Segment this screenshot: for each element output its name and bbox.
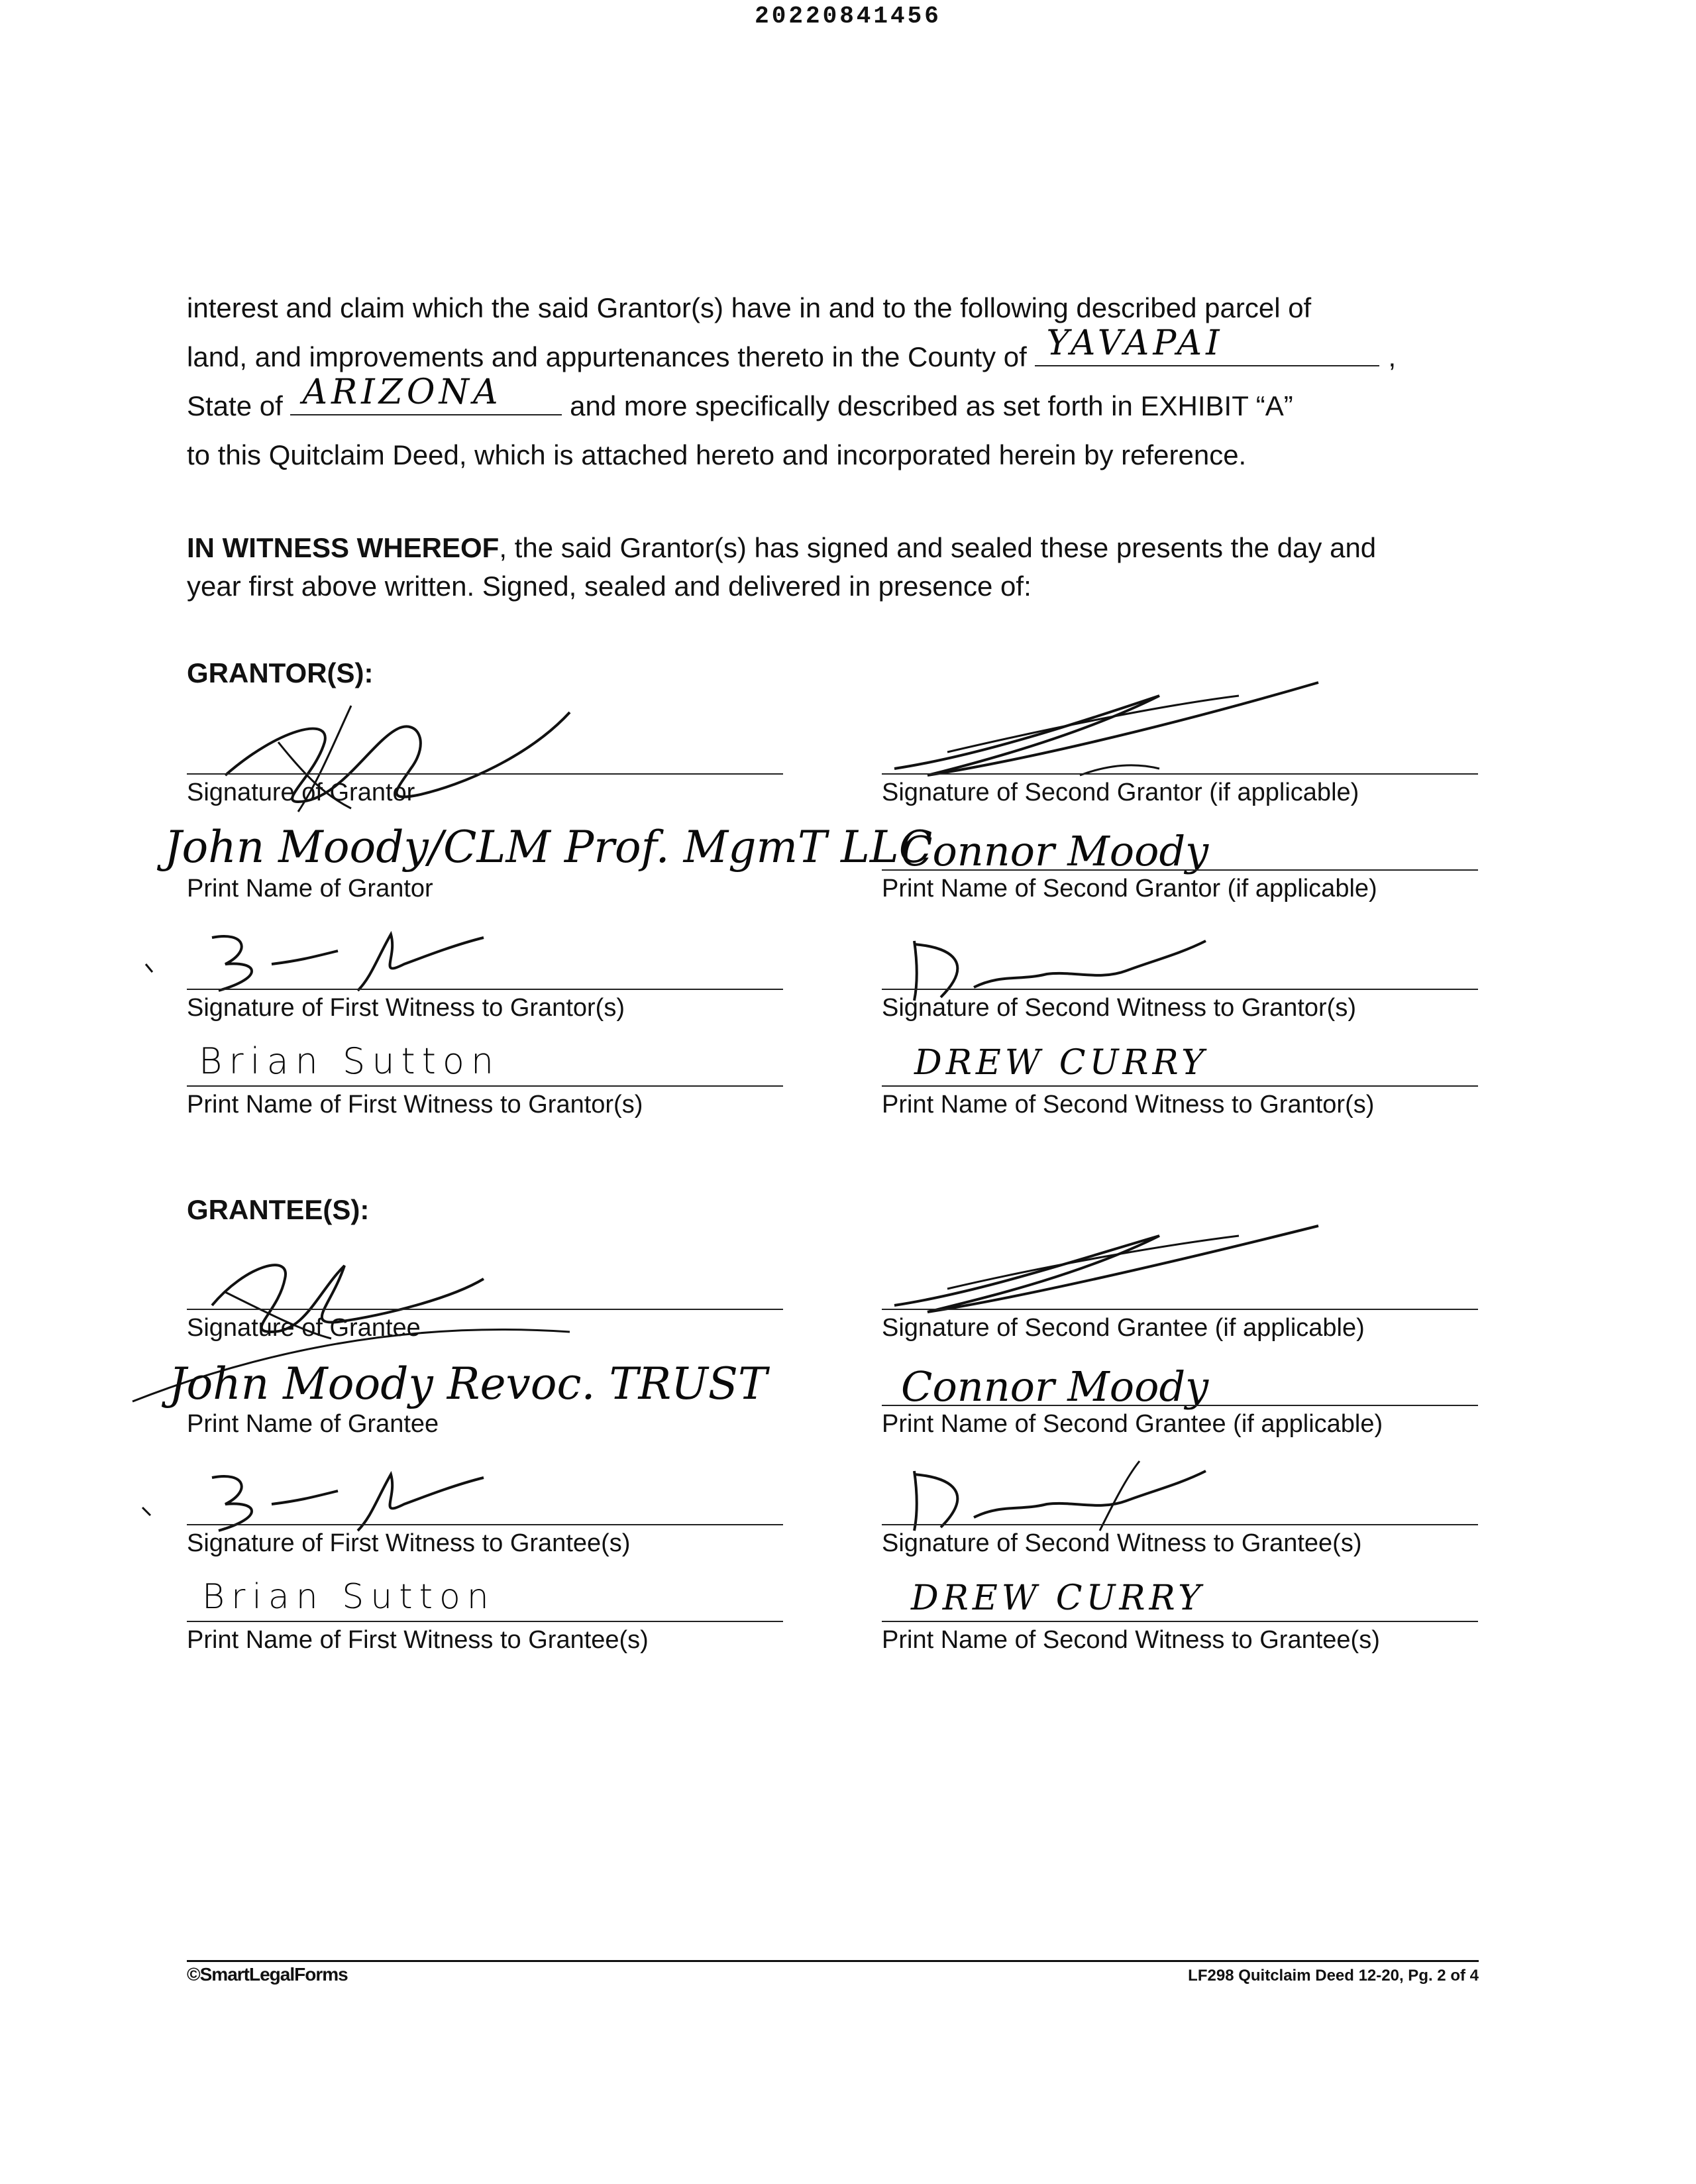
second-grantee-signature-label: Signature of Second Grantee (if applicable) xyxy=(882,1314,1365,1342)
county-comma: , xyxy=(1388,341,1397,372)
conveyance-paragraph xyxy=(187,284,1479,480)
first-witness-grantee-signature-line xyxy=(187,1524,783,1525)
witness-text: , the said Grantor(s) has signed and sealed these presents the day and xyxy=(499,532,1377,563)
conveyance-line-1-text: interest and claim which the said Grantor(s) have in and to the following described parcel of xyxy=(187,292,1312,323)
conveyance-line-4: to this Quitclaim Deed, which is attached hereto and incorporated herein by reference. xyxy=(187,439,1247,470)
second-witness-grantee-print-line xyxy=(882,1621,1478,1622)
grantee-print-name: John Moody Revoc. TRUST xyxy=(169,1358,768,1409)
second-grantor-print-line xyxy=(882,869,1478,871)
second-grantee-print-line xyxy=(882,1405,1478,1406)
first-witness-grantee-print-name: Brian Sutton xyxy=(202,1577,496,1617)
state-label: State of xyxy=(187,390,283,421)
second-witness-grantee-print-label: Print Name of Second Witness to Grantee(s) xyxy=(882,1626,1380,1654)
conveyance-line-1 xyxy=(187,284,1479,333)
county-field xyxy=(1035,323,1379,366)
witness-bold-lead: IN WITNESS WHEREOF xyxy=(187,532,500,563)
first-witness-grantee-print-line xyxy=(187,1621,783,1622)
first-witness-grantee-signature-label: Signature of First Witness to Grantee(s) xyxy=(187,1529,631,1557)
first-witness-grantor-print-name: Brian Sutton xyxy=(199,1040,501,1082)
first-witness-grantee-signature xyxy=(136,1461,507,1541)
first-witness-grantor-signature xyxy=(139,924,510,1004)
footer-brand: ©SmartLegalForms xyxy=(187,1964,348,1985)
second-grantor-print-label: Print Name of Second Grantor (if applicable) xyxy=(882,875,1377,902)
witness-line-2: year first above written. Signed, sealed and delivered in presence of: xyxy=(187,571,1032,602)
first-witness-grantor-signature-line xyxy=(187,989,783,990)
footer-rule xyxy=(187,1960,1479,1962)
second-witness-grantor-print-line xyxy=(882,1085,1478,1087)
second-witness-grantee-signature-line xyxy=(882,1524,1478,1525)
document-number: 20220841456 xyxy=(755,3,941,30)
county-label: land, and improvements and appurtenances thereto in the County of xyxy=(187,341,1027,372)
grantors-heading: GRANTOR(S): xyxy=(187,657,374,688)
grantee-print-label: Print Name of Grantee xyxy=(187,1410,439,1438)
grantor-print-name: John Moody/CLM Prof. MgmT LLC xyxy=(164,822,933,873)
witness-paragraph xyxy=(187,529,1479,606)
grantee-signature-label: Signature of Grantee xyxy=(187,1314,421,1342)
footer-form-info: LF298 Quitclaim Deed 12-20, Pg. 2 of 4 xyxy=(1188,1967,1479,1985)
second-grantee-signature-line xyxy=(882,1309,1478,1310)
second-witness-grantor-signature-label: Signature of Second Witness to Grantor(s) xyxy=(882,994,1356,1022)
conveyance-line-3 xyxy=(187,372,1479,431)
first-witness-grantor-print-label: Print Name of First Witness to Grantor(s) xyxy=(187,1091,643,1119)
witness-line-1 xyxy=(187,529,1479,567)
first-witness-grantor-print-line xyxy=(187,1085,783,1087)
second-grantee-print-label: Print Name of Second Grantee (if applicable) xyxy=(882,1410,1383,1438)
second-grantor-signature-line xyxy=(882,773,1478,775)
second-witness-grantee-signature-label: Signature of Second Witness to Grantee(s) xyxy=(882,1529,1362,1557)
first-witness-grantor-signature-label: Signature of First Witness to Grantor(s) xyxy=(187,994,625,1022)
second-witness-grantor-print-label: Print Name of Second Witness to Grantor(s) xyxy=(882,1091,1375,1119)
state-field xyxy=(290,372,562,415)
second-witness-grantee-print-name: DREW CURRY xyxy=(911,1578,1205,1618)
grantor-signature-label: Signature of Grantor xyxy=(187,779,415,806)
grantor-print-label: Print Name of Grantor xyxy=(187,875,433,902)
second-grantor-signature-label: Signature of Second Grantor (if applicable) xyxy=(882,779,1359,806)
second-grantee-print-name: Connor Moody xyxy=(901,1362,1209,1411)
second-witness-grantor-print-name: DREW CURRY xyxy=(914,1043,1208,1083)
county-value: YAVAPAI xyxy=(1046,323,1224,363)
second-witness-grantee-signature xyxy=(901,1458,1212,1537)
state-value: ARIZONA xyxy=(302,372,502,412)
grantee-signature-line xyxy=(187,1309,783,1310)
second-grantor-signature xyxy=(881,676,1332,789)
grantor-signature-line xyxy=(187,773,783,775)
grantees-heading: GRANTEE(S): xyxy=(187,1194,370,1225)
first-witness-grantee-print-label: Print Name of First Witness to Grantee(s) xyxy=(187,1626,649,1654)
second-witness-grantor-signature-line xyxy=(882,989,1478,990)
second-grantor-print-name: Connor Moody xyxy=(901,827,1209,875)
exhibit-reference: and more specifically described as set forth in EXHIBIT “A” xyxy=(570,390,1293,421)
